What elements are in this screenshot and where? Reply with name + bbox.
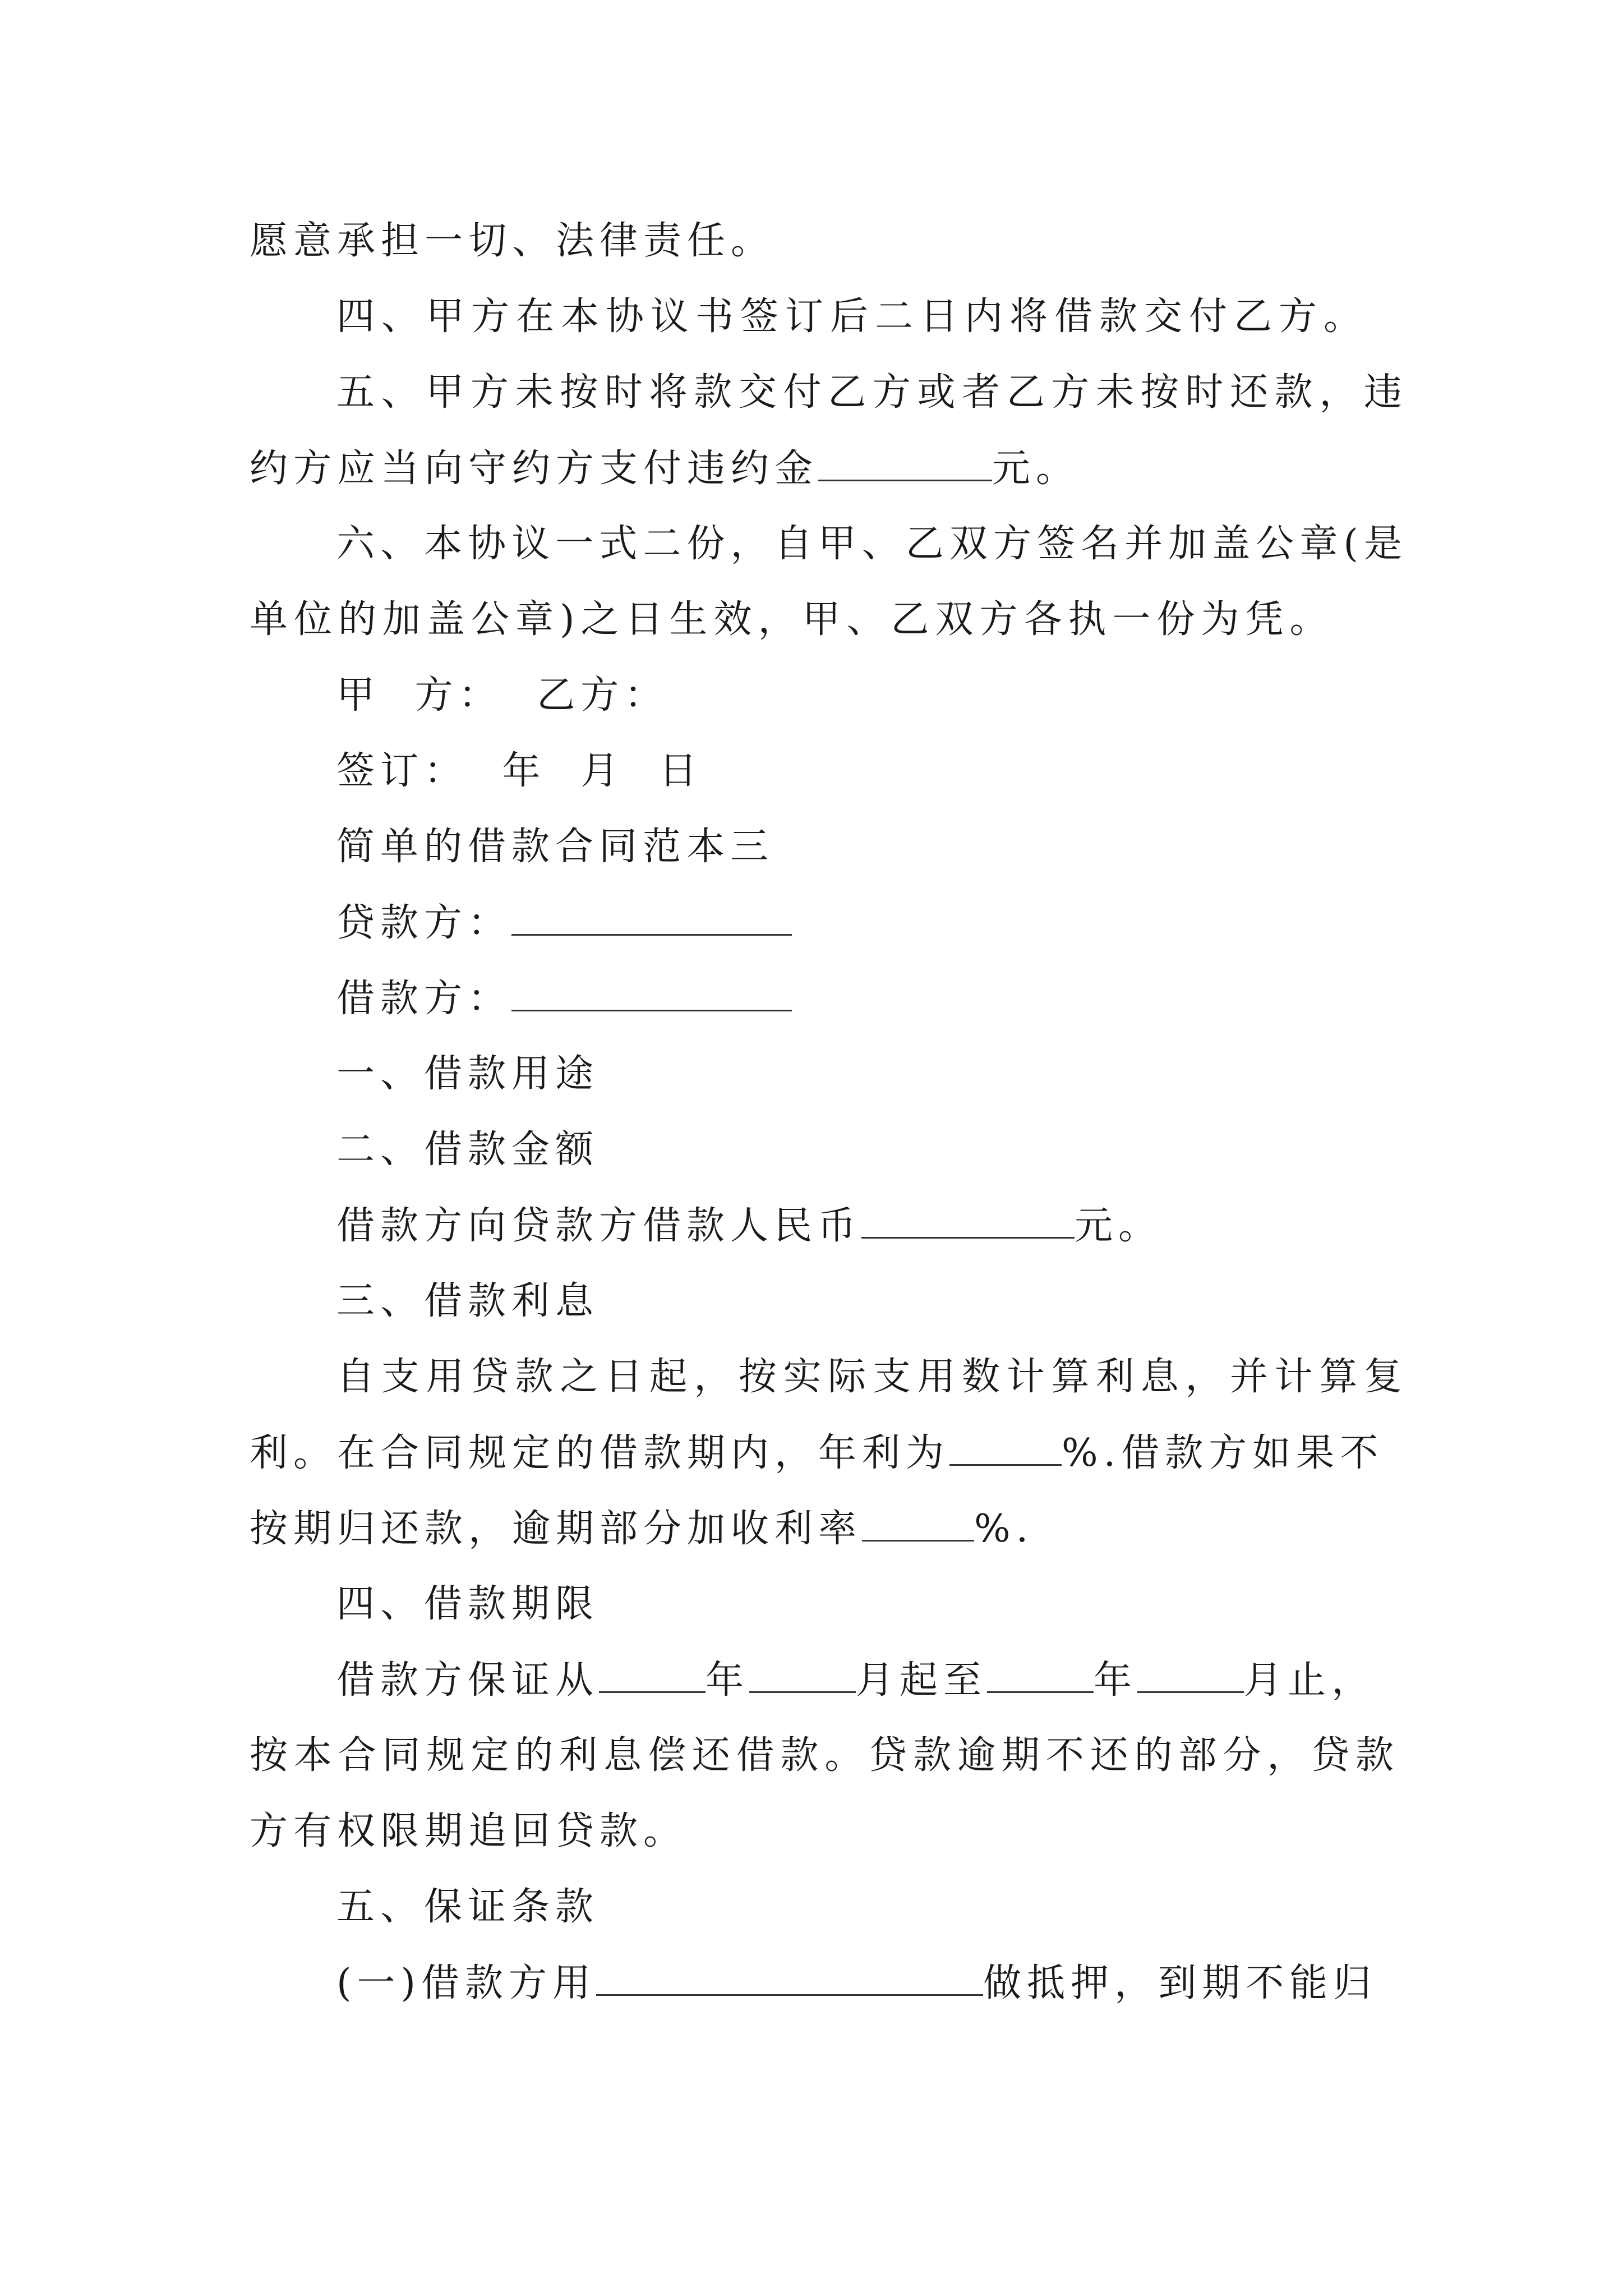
fill-blank-penalty[interactable] [818,446,992,481]
text: 五、保证条款 [336,1885,600,1929]
text: 利。在合同规定的借款期内，年利为 [250,1431,950,1475]
amount-line [336,1203,1402,1248]
text: 元。 [992,447,1080,491]
text: %. [974,1507,1034,1551]
signature-parties [336,673,1402,718]
heading-term [336,1582,1402,1627]
clause-5-line-2 [250,446,1394,491]
text: 四、甲方在本协议书签订后二日内将借款交付乙方。 [336,295,1369,339]
heading-amount [336,1128,1402,1172]
text: 二、借款金额 [336,1128,600,1172]
text: 年 [706,1658,750,1703]
text: 月止， [1244,1658,1376,1703]
fill-blank-end-year[interactable] [987,1658,1094,1693]
text: 年 [1094,1658,1138,1703]
text: 愿意承担一切、法律责任。 [250,219,775,263]
text: 按本合同规定的利息偿还借款。贷款逾期不还的部分，贷款 [250,1733,1394,1778]
text: 借款方保证从 [336,1658,600,1703]
term-line-3 [250,1809,1394,1854]
text: 一、借款用途 [336,1052,600,1096]
fill-blank-lender[interactable] [511,900,792,936]
term-line-2 [250,1733,1394,1778]
fill-blank-annual-rate[interactable] [949,1430,1062,1466]
heading-purpose [336,1052,1402,1097]
text: 甲 方： 乙方： [336,673,668,717]
fill-blank-borrower[interactable] [511,976,792,1011]
text: 四、借款期限 [336,1582,600,1626]
text: 自支用贷款之日起，按实际支用数计算利息，并计算复 [336,1355,1402,1399]
clause-5-line-1 [336,370,1402,415]
interest-line-3 [250,1506,1394,1551]
text: 元。 [1075,1204,1163,1248]
text: (一)借款方用 [336,1961,597,2005]
clause-6-line-2 [250,597,1394,642]
fill-blank-amount[interactable] [861,1203,1075,1239]
clause-6-line-1 [336,522,1402,567]
text: 简单的借款合同范本三 [336,825,774,869]
interest-line-1 [336,1355,1402,1400]
text: 做抵押，到期不能归 [983,1961,1377,2005]
fill-blank-collateral[interactable] [596,1961,983,1996]
fill-blank-start-year[interactable] [599,1658,706,1693]
text: 月起至 [856,1658,988,1703]
lender-line [336,900,1402,945]
text: 借款方： [336,977,512,1021]
text: 借款方向贷款方借款人民币 [336,1204,862,1248]
text: 三、借款利息 [336,1279,600,1323]
text: 约方应当向守约方支付违约金 [250,447,819,491]
fill-blank-end-month[interactable] [1137,1658,1244,1693]
text: 按期归还款，逾期部分加收利率 [250,1507,863,1551]
text: 六、本协议一式二份，自甲、乙双方签名并加盖公章(是 [336,522,1402,566]
text: %.借款方如果不 [1062,1431,1384,1475]
heading-guarantee [336,1885,1402,1930]
text: 签订： 年 月 日 [336,749,703,793]
text: 方有权限期追回贷款。 [250,1809,688,1853]
text: 五、甲方未按时将款交付乙方或者乙方未按时还款，违 [336,370,1402,415]
section-title [336,825,1402,869]
guarantee-line-1 [336,1961,1402,2005]
signing-date [336,749,1402,794]
fill-blank-start-month[interactable] [749,1658,856,1693]
heading-interest [336,1279,1402,1324]
fill-blank-overdue-rate[interactable] [862,1506,974,1542]
text: 单位的加盖公章)之日生效，甲、乙双方各执一份为凭。 [250,597,1334,642]
clause-4 [336,295,1402,339]
term-line-1 [336,1658,1402,1703]
text: 贷款方： [336,901,512,945]
interest-line-2 [250,1430,1394,1475]
borrower-line [336,976,1402,1021]
paragraph-line [250,219,1394,264]
